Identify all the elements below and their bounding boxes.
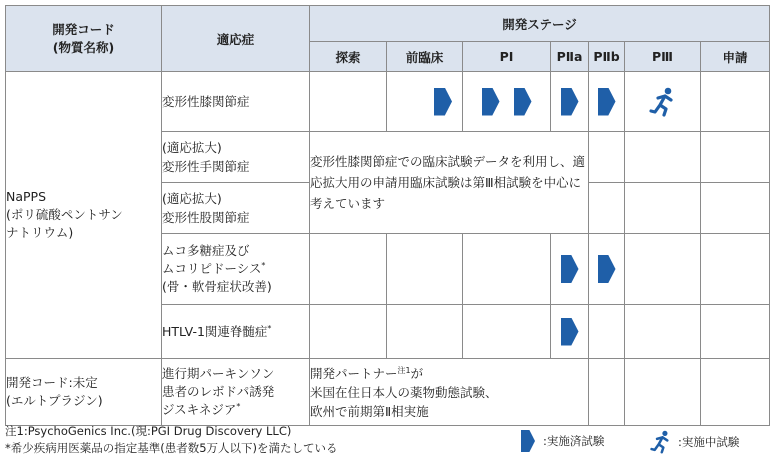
completed-arrow-icon [482, 88, 500, 116]
stage-cell [625, 305, 701, 359]
completed-arrow-icon [561, 88, 579, 116]
indication-cell: 進行期パーキンソン 患者のレボドパ誘発 ジスキネジア* [162, 359, 310, 426]
stage-header-p2b: PⅡb [589, 42, 625, 72]
stage-cell [310, 234, 387, 305]
stage-cell [701, 183, 770, 234]
completed-arrow-icon [561, 255, 579, 283]
indication-cell: ムコ多糖症及び ムコリピドーシス* (骨・軟骨症状改善) [162, 234, 310, 305]
stage-cell [589, 72, 625, 132]
stage-cell [625, 132, 701, 183]
footnote-1: 注1:PsychoGenics Inc.(現:PGI Drug Discovery LLC) [5, 424, 292, 438]
stage-cell [387, 305, 463, 359]
stage-cell [310, 72, 387, 132]
running-person-icon [649, 87, 677, 117]
stage-cell [589, 183, 625, 234]
completed-arrow-icon [434, 88, 452, 116]
table-row [6, 72, 770, 132]
table-row [6, 359, 770, 426]
legend-ongoing-label: :実施中試験 [678, 435, 740, 449]
stage-cell [463, 72, 551, 132]
header-stage-group: 開発ステージ [310, 6, 770, 42]
stage-header-discovery: 探索 [310, 42, 387, 72]
stage-header-p3: PⅢ [625, 42, 701, 72]
legend-ongoing [650, 430, 739, 454]
stage-cell [589, 305, 625, 359]
stage-cell [701, 305, 770, 359]
stage-header-filing: 申請 [701, 42, 770, 72]
completed-arrow-icon [598, 88, 616, 116]
header-code: 開発コード (物質名称) [6, 6, 162, 72]
indication-cell: HTLV-1関連脊髄症* [162, 305, 310, 359]
stage-cell [701, 72, 770, 132]
stage-cell [551, 305, 589, 359]
stage-cell [387, 72, 463, 132]
stage-cell [551, 234, 589, 305]
stage-cell [463, 234, 551, 305]
legend-completed-label: :実施済試験 [543, 434, 605, 448]
indication-cell: (適応拡大) 変形性股関節症 [162, 183, 310, 234]
running-person-icon [650, 430, 672, 454]
pipeline-table [5, 5, 770, 426]
compound-eltoprazine: 開発コード:未定 (エルトプラジン) [6, 359, 162, 426]
header-indication: 適応症 [162, 6, 310, 72]
completed-arrow-icon [561, 318, 579, 346]
compound-napps: NaPPS (ポリ硫酸ペントサン ナトリウム) [6, 72, 162, 359]
completed-arrow-icon [521, 430, 535, 452]
stage-cell [701, 132, 770, 183]
stage-cell [625, 234, 701, 305]
stage-cell [625, 359, 701, 426]
indication-cell: 変形性膝関節症 [162, 72, 310, 132]
footnote-2: *希少疾病用医薬品の指定基準(患者数5万人以下)を満たしている [5, 441, 338, 455]
stage-header-preclinical: 前臨床 [387, 42, 463, 72]
stage-cell [551, 72, 589, 132]
stage-cell [589, 234, 625, 305]
stage-header-p1: PⅠ [463, 42, 551, 72]
completed-arrow-icon [514, 88, 532, 116]
stage-cell [701, 234, 770, 305]
indication-cell: (適応拡大) 変形性手関節症 [162, 132, 310, 183]
expansion-note: 変形性膝関節症での臨床試験データを利用し、適応拡大用の申請用臨床試験は第Ⅲ相試験を中心に考えています [310, 132, 589, 234]
stage-header-p2a: PⅡa [551, 42, 589, 72]
stage-cell [625, 183, 701, 234]
stage-cell [463, 305, 551, 359]
completed-arrow-icon [598, 255, 616, 283]
stage-cell [589, 132, 625, 183]
stage-cell [625, 72, 701, 132]
stage-cell [387, 234, 463, 305]
stage-cell [589, 359, 625, 426]
stage-cell [701, 359, 770, 426]
footnotes [5, 423, 338, 457]
stage-cell [310, 305, 387, 359]
legend-completed [521, 430, 604, 452]
partner-note: 開発パートナー$^{注1}$が 米国在住日本人の薬物動態試験、 欧州で前期第Ⅱ相実施 [310, 359, 589, 426]
